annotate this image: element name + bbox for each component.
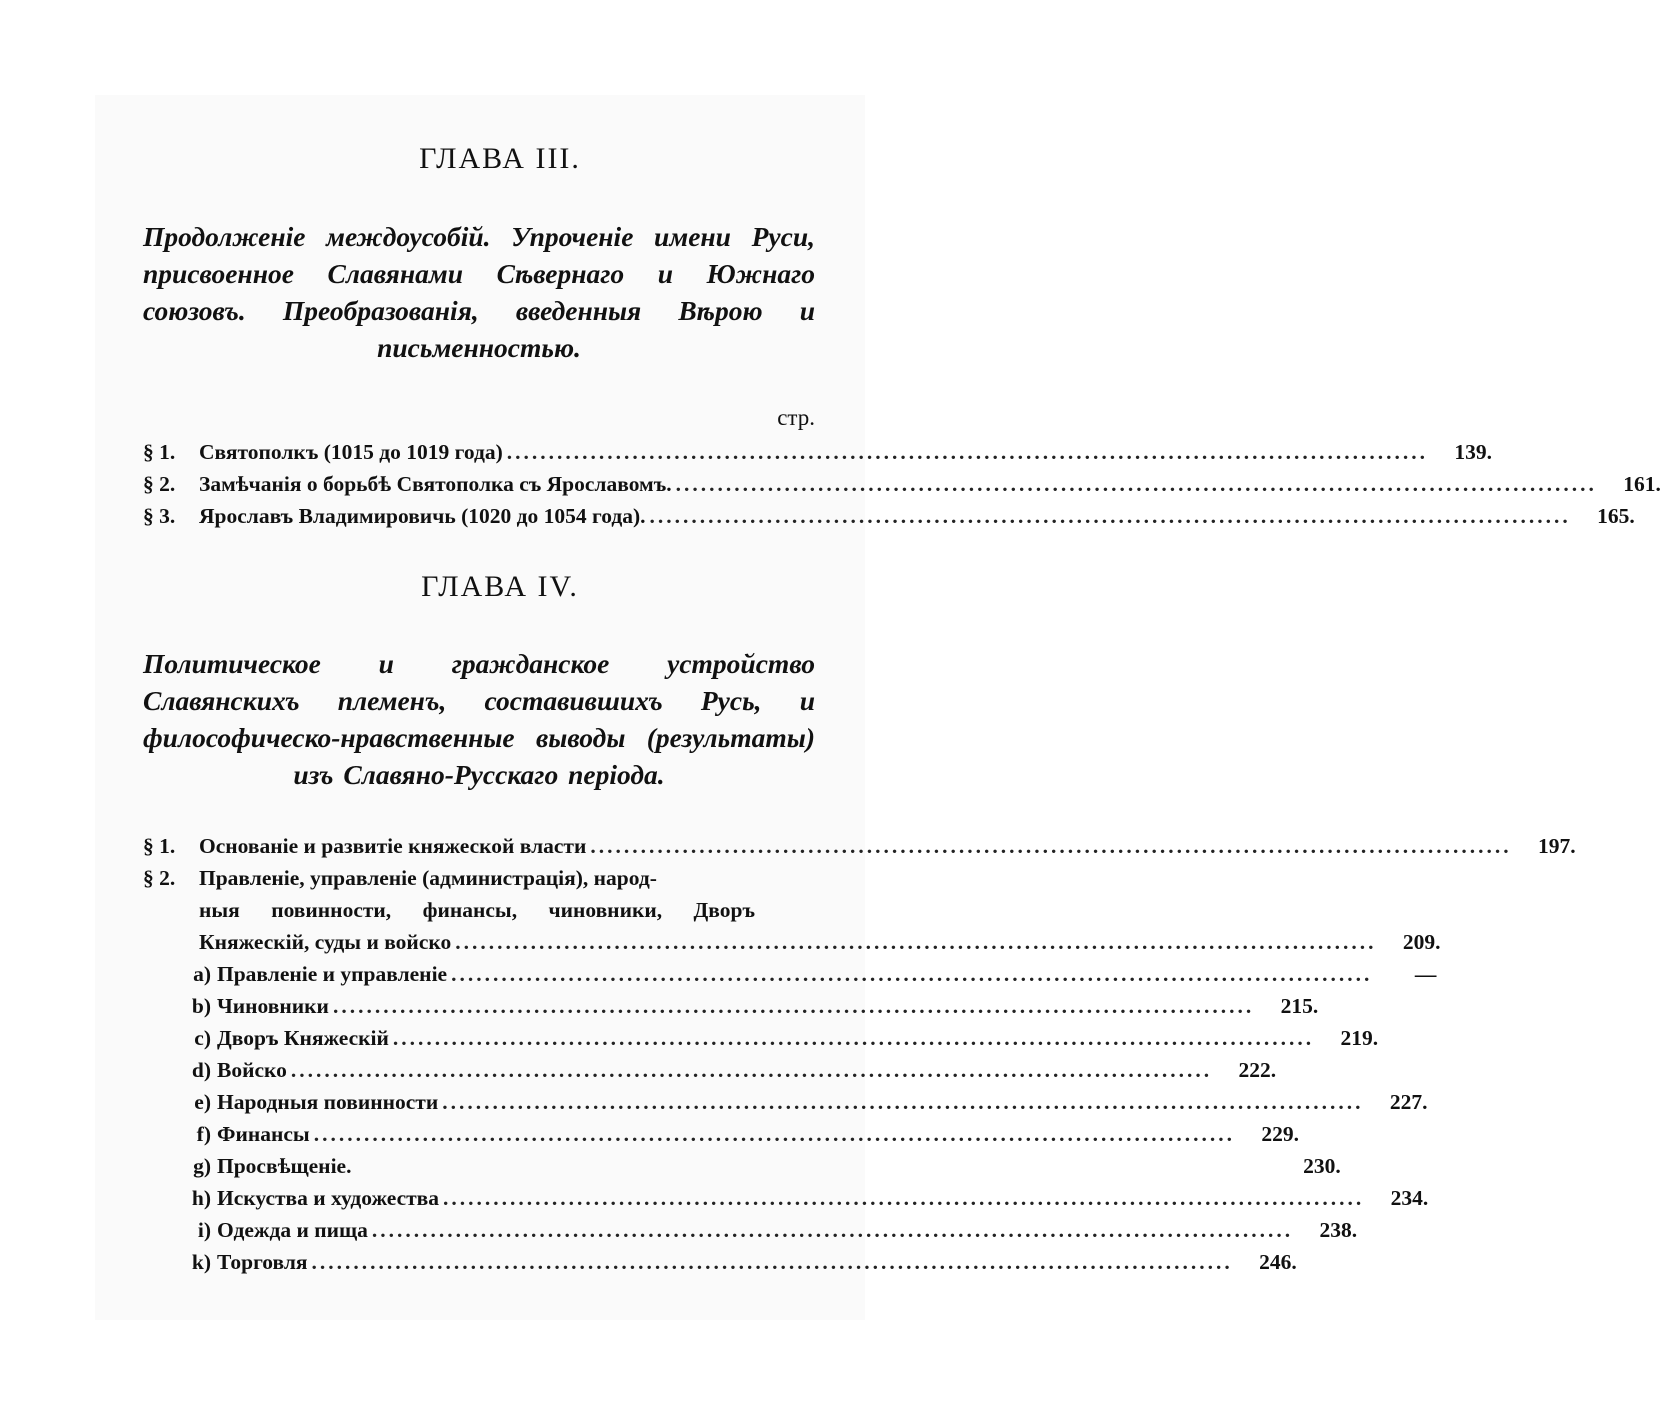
toc-subentry[interactable] — [143, 958, 1437, 990]
subentry-letter: c) — [194, 1026, 211, 1050]
chapter-4-summary: Политическое и гражданское устройство Славянскихъ племенъ, составившихъ Русь, и философическо-нравственные выводы (результаты) изъ Славяно-Русскаго періода. — [143, 648, 815, 790]
chapter-4-title: ГЛАВА IV. — [421, 570, 579, 603]
leader-dots — [439, 1182, 1368, 1214]
leader-dots — [310, 1118, 1239, 1150]
chapter-3-summary: Продолженіе междоусобій. Упроченіе имени Руси, присвоенное Славянами Сѣвернаго и Южнаго союзовъ. Преобразованія, введенныя Вѣрою и письменностью. — [143, 221, 815, 363]
entry-page: 139. — [1454, 440, 1493, 464]
page-column-label: стр. — [777, 405, 815, 430]
toc-entry-multiline[interactable] — [143, 862, 1441, 958]
leader-dots — [646, 500, 1575, 532]
toc-entry[interactable] — [143, 436, 1493, 468]
chapter-3-title: ГЛАВА III. — [419, 142, 581, 175]
subentry-title: Просвѣщеніе. — [217, 1154, 352, 1178]
leader-dots — [308, 1246, 1237, 1278]
entry-page: 197. — [1538, 834, 1576, 858]
entry-title-line-2: ныя повинности, финансы, чиновники, Дворъ — [199, 898, 755, 922]
subentry-page: 246. — [1259, 1250, 1297, 1274]
subentry-title: Одежда и пища — [217, 1218, 368, 1242]
leader-dots — [438, 1086, 1367, 1118]
subentry-title: Народныя повинности — [217, 1090, 439, 1114]
chapter-3-toc — [143, 436, 1661, 532]
entry-page: 209. — [1402, 930, 1441, 954]
entry-title: Ярославъ Владимировичь (1020 до 1054 года). — [199, 504, 646, 528]
entry-title-line-3: Княжескій, суды и войско — [199, 930, 452, 954]
entry-title: Замѣчанія о борьбѣ Святополка съ Ярославомъ. — [199, 472, 672, 496]
toc-subentry[interactable] — [143, 1246, 1297, 1278]
subentry-letter: a) — [193, 962, 211, 986]
toc-entry[interactable] — [143, 468, 1661, 500]
subentry-title: Искуства и художества — [217, 1186, 440, 1210]
subentry-page: 238. — [1319, 1218, 1358, 1242]
subentry-letter: f) — [196, 1122, 211, 1146]
entry-title: Святополкъ (1015 до 1019 года) — [199, 440, 503, 464]
subentry-letter: k) — [191, 1250, 211, 1274]
subentry-letter: b) — [191, 994, 211, 1018]
entry-number: § 1. — [143, 834, 176, 858]
subentry-letter: d) — [191, 1058, 211, 1082]
toc-subentry[interactable] — [143, 1150, 1341, 1182]
entry-page: 161. — [1623, 472, 1661, 496]
entry-number: § 2. — [143, 472, 176, 496]
entry-title: Основаніе и развитіе княжеской власти — [199, 834, 587, 858]
leader-dots — [368, 1214, 1297, 1246]
toc-entry[interactable] — [143, 500, 1635, 532]
subentry-title: Финансы — [217, 1122, 310, 1146]
subentry-page: 215. — [1280, 994, 1319, 1018]
toc-subentry[interactable] — [143, 1214, 1358, 1246]
subentry-title: Правленіе и управленіе — [217, 962, 448, 986]
entry-number: § 1. — [143, 440, 176, 464]
leader-dots — [329, 990, 1258, 1022]
subentry-letter: h) — [191, 1186, 211, 1210]
subentry-letter: i) — [197, 1218, 211, 1242]
leader-dots — [672, 468, 1601, 500]
leader-dots — [447, 958, 1376, 990]
toc-subentry[interactable] — [143, 1086, 1428, 1118]
toc-subentry[interactable] — [143, 990, 1319, 1022]
toc-subentry[interactable] — [143, 1054, 1277, 1086]
leader-dots — [586, 830, 1515, 862]
subentry-page: 227. — [1389, 1090, 1428, 1114]
toc-entry-line — [143, 862, 815, 894]
toc-entry-line — [143, 926, 1441, 958]
leader-dots — [287, 1054, 1216, 1086]
subentry-title: Войско — [217, 1058, 287, 1082]
subentry-title: Дворъ Княжескій — [217, 1026, 389, 1050]
chapter-4-toc — [143, 830, 1576, 1278]
subentry-title: Чиновники — [217, 994, 329, 1018]
entry-title-line-1: Правленіе, управленіе (администрація), народ- — [199, 866, 657, 890]
leader-dots — [389, 1022, 1318, 1054]
entry-page: 165. — [1597, 504, 1635, 528]
leader-dots — [451, 926, 1380, 958]
subentry-letter: g) — [193, 1154, 211, 1178]
entry-number: § 2. — [143, 866, 176, 890]
subentry-page: — — [1414, 962, 1437, 986]
toc-subentry[interactable] — [143, 1182, 1429, 1214]
subentry-page: 219. — [1340, 1026, 1379, 1050]
toc-entry[interactable] — [143, 830, 1576, 862]
subentry-page: 229. — [1261, 1122, 1299, 1146]
toc-subentry[interactable] — [143, 1118, 1299, 1150]
entry-number: § 3. — [143, 504, 176, 528]
leader-dots — [503, 436, 1432, 468]
subentry-page: 222. — [1238, 1058, 1277, 1082]
subentry-title: Торговля — [217, 1250, 308, 1274]
subentry-page: 230. — [1303, 1154, 1341, 1178]
subentry-page: 234. — [1390, 1186, 1429, 1210]
toc-subentry[interactable] — [143, 1022, 1379, 1054]
subentry-letter: e) — [194, 1090, 211, 1114]
